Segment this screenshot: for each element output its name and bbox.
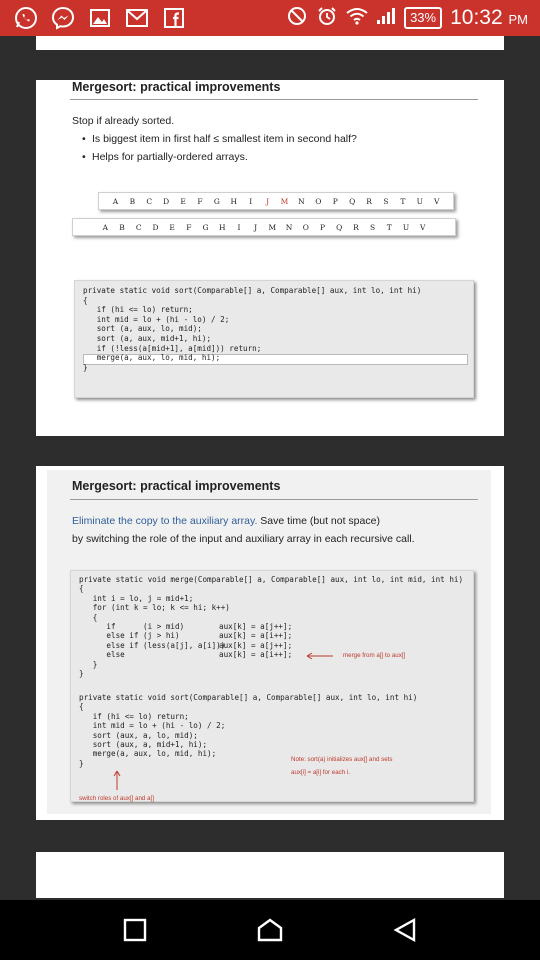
sort-note-2: aux[i] = a[i] for each i. xyxy=(291,769,350,776)
title-rule-2 xyxy=(70,499,478,500)
alarm-icon xyxy=(316,5,338,32)
array-cell: D xyxy=(152,222,159,232)
array-cell: E xyxy=(169,222,175,232)
title-rule xyxy=(70,99,478,100)
navigation-bar xyxy=(0,900,540,960)
slide-1-heading: Stop if already sorted. xyxy=(72,115,175,127)
switch-arrow-icon xyxy=(111,769,123,791)
code-line: private static void merge(Comparable[] a, Comparable[] aux, int lo, int mid, int hi) xyxy=(79,575,464,584)
code-line: sort (a, aux, lo, mid); xyxy=(83,324,202,334)
gallery-icon xyxy=(86,4,114,32)
array-cell: J xyxy=(266,196,270,206)
merge-note: merge from a[] to aux[] xyxy=(343,652,406,659)
code-line: } xyxy=(79,758,84,768)
slide-2-title: Mergesort: practical improvements xyxy=(72,479,281,493)
code-line: sort (aux, a, mid+1, hi); xyxy=(79,740,208,749)
array-cell: R xyxy=(366,196,372,206)
array-cell: Q xyxy=(349,196,356,206)
array-cell: I xyxy=(249,196,253,206)
array-cell: C xyxy=(135,222,142,232)
merge-assign-line: aux[k] = a[i++]; xyxy=(219,650,293,660)
battery-indicator: 33% xyxy=(404,7,442,29)
array-cell: G xyxy=(213,196,220,206)
square-icon xyxy=(123,918,147,942)
array-cell: T xyxy=(400,196,406,206)
status-bar xyxy=(0,0,540,36)
code-line: else if (j > hi) xyxy=(79,631,180,641)
merge-sort-code-block xyxy=(70,570,474,802)
gmail-icon xyxy=(123,4,151,32)
next-slide-top xyxy=(36,852,504,898)
array-cell: P xyxy=(332,196,338,206)
array-cell: F xyxy=(186,222,192,232)
code-line: if (i > mid) xyxy=(79,622,185,631)
array-row-2 xyxy=(72,218,456,236)
array-cell: P xyxy=(319,222,326,232)
code-line: private static void sort(Comparable[] a, Comparable[] aux, int lo, int hi) xyxy=(79,693,418,702)
code-line: { xyxy=(83,295,88,305)
array-cell: B xyxy=(119,222,125,232)
code-line: merge(a, aux, lo, mid, hi); xyxy=(83,353,221,363)
slide-2-line-1 xyxy=(72,515,380,527)
facebook-icon xyxy=(160,4,188,32)
back-icon xyxy=(393,918,417,942)
code-line: } xyxy=(79,659,98,669)
merge-assign-line: aux[k] = a[i++]; xyxy=(219,631,293,641)
merge-arrow-icon xyxy=(305,651,335,661)
merge-assign-line: aux[k] = a[j++]; xyxy=(219,622,293,631)
slide-2[interactable] xyxy=(36,466,504,820)
array-row-1 xyxy=(98,192,454,210)
array-cell: G xyxy=(202,222,209,232)
code-line: int mid = lo + (hi - lo) / 2; xyxy=(79,721,226,731)
array-cell: M xyxy=(280,196,289,206)
array-cell: F xyxy=(197,196,203,206)
code-line: } xyxy=(79,669,84,678)
slide-1[interactable] xyxy=(36,80,504,436)
array-cell: N xyxy=(298,196,305,206)
array-cell: O xyxy=(302,222,309,232)
code-line: { xyxy=(79,702,84,712)
array-cell: B xyxy=(129,196,136,206)
array-cell: U xyxy=(416,196,423,206)
recents-button[interactable] xyxy=(121,916,149,944)
slide-1-title: Mergesort: practical improvements xyxy=(72,80,281,94)
clock xyxy=(450,6,528,30)
code-line: sort (a, aux, mid+1, hi); xyxy=(83,334,212,343)
slide-2-heading-rest: Save time (but not space) xyxy=(257,515,380,527)
bullet-1: • Is biggest item in first half ≤ smallest item in second half? xyxy=(92,133,357,145)
array-cell: D xyxy=(163,196,170,206)
array-cell: R xyxy=(353,222,359,232)
code-line: private static void sort(Comparable[] a, Comparable[] aux, int lo, int hi) xyxy=(83,286,422,295)
array-cell: H xyxy=(219,222,226,232)
code-line: if (!less(a[mid+1], a[mid])) return; xyxy=(83,343,262,353)
clock-ampm: PM xyxy=(508,12,528,27)
clock-time: 10:32 xyxy=(450,6,503,29)
array-cell: C xyxy=(146,196,153,206)
array-cell: E xyxy=(180,196,186,206)
array-cell: M xyxy=(268,222,277,232)
array-cell: N xyxy=(285,222,293,232)
whatsapp-icon xyxy=(12,4,40,32)
code-line: merge(a, aux, lo, mid, hi); xyxy=(79,749,217,759)
array-cell: J xyxy=(254,222,258,232)
switch-note: switch roles of aux[] and a[] xyxy=(79,795,154,802)
array-cell: Q xyxy=(336,222,343,232)
home-button[interactable] xyxy=(256,916,284,944)
array-cell: I xyxy=(237,222,241,232)
code-line: int mid = lo + (hi - lo) / 2; xyxy=(83,314,230,324)
array-cell: A xyxy=(112,196,119,206)
code-line: int i = lo, j = mid+1; xyxy=(79,593,194,603)
array-cell: O xyxy=(315,196,322,206)
home-icon xyxy=(257,918,283,942)
code-line: else if (less(a[j], a[i])) xyxy=(79,640,226,650)
code-line: if (hi <= lo) return; xyxy=(83,305,193,315)
messenger-icon xyxy=(49,4,77,32)
code-line: } xyxy=(83,362,88,372)
slide-2-line-2: by switching the role of the input and auxiliary array in each recursive call. xyxy=(72,533,415,545)
array-cell: U xyxy=(402,222,410,232)
code-line: for (int k = lo; k <= hi; k++) xyxy=(79,603,230,613)
wifi-icon xyxy=(346,7,368,30)
previous-slide-bottom xyxy=(36,36,504,50)
bullet-2: • Helps for partially-ordered arrays. xyxy=(92,151,248,163)
code-line: { xyxy=(79,584,84,594)
slide-2-heading: Eliminate the copy to the auxiliary array. xyxy=(72,515,258,527)
code-line: sort (aux, a, lo, mid); xyxy=(79,730,198,740)
array-cell: S xyxy=(370,222,376,232)
do-not-disturb-icon xyxy=(286,5,308,32)
signal-icon xyxy=(376,7,396,30)
sort-note-1: Note: sort(a) initializes aux[] and sets xyxy=(291,756,393,763)
array-cell: H xyxy=(230,196,238,206)
array-cell: V xyxy=(433,196,440,206)
array-cell: V xyxy=(420,222,426,232)
code-line: { xyxy=(79,612,98,622)
array-cell: T xyxy=(386,222,392,232)
array-cell: S xyxy=(383,196,389,206)
code-line: else xyxy=(79,650,125,660)
array-cell: A xyxy=(102,222,109,232)
code-line: if (hi <= lo) return; xyxy=(79,711,189,721)
merge-assign-line: aux[k] = a[j++]; xyxy=(219,640,293,650)
back-button[interactable] xyxy=(391,916,419,944)
sort-code-block xyxy=(74,280,474,398)
